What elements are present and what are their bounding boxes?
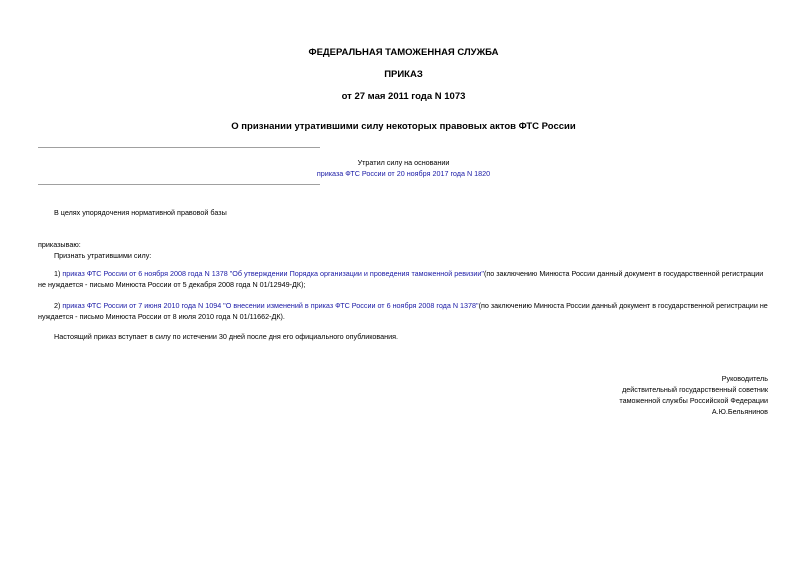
- item-2-number: 2): [54, 301, 61, 310]
- item-2: [38, 300, 770, 322]
- item-1-text: (по заключению Минюста России данный документ в государственной регистрации не нуждается - письмо Минюста России от 5 декабря 2008 года N 01/12949-ДК);: [38, 269, 764, 289]
- order-word: приказываю:: [38, 240, 81, 249]
- document-type: ПРИКАЗ: [384, 69, 423, 80]
- item-2-link[interactable]: приказ ФТС России от 7 июня 2010 года N 1094 "О внесении изменений в приказ ФТС России от 6 ноября 2008 года N 1378": [62, 301, 479, 310]
- signature-name: А.Ю.Бельянинов: [711, 407, 768, 416]
- signature-service: таможенной службы Российской Федерации: [619, 396, 768, 405]
- effective-clause: Настоящий приказ вступает в силу по истечении 30 дней после дня его официального опубликования.: [54, 332, 399, 341]
- declare-line: Признать утратившими силу:: [54, 251, 152, 260]
- agency-name: ФЕДЕРАЛЬНАЯ ТАМОЖЕННАЯ СЛУЖБА: [308, 47, 499, 58]
- status-note-text: Утратил силу на основании: [357, 158, 450, 167]
- item-1: [38, 268, 770, 290]
- status-rule-bottom: [38, 184, 320, 185]
- item-2-text: (по заключению Минюста России данный документ в государственной регистрации не нуждается - письмо Минюста России от 8 июля 2010 года N 01/11662-ДК).: [38, 301, 768, 321]
- signature-block: [619, 373, 768, 417]
- status-rule-top: [38, 147, 320, 148]
- item-1-link[interactable]: приказ ФТС России от 6 ноября 2008 года N 1378 "Об утверждении Порядка организации и проведения таможенной ревизии": [62, 269, 484, 278]
- signature-rank: действительный государственный советник: [622, 385, 768, 394]
- signature-position: Руководитель: [721, 374, 768, 383]
- document-title: О признании утратившими силу некоторых правовых актов ФТС России: [231, 121, 576, 132]
- preamble: В целях упорядочения нормативной правовой базы: [54, 208, 227, 217]
- repeal-order-link[interactable]: приказа ФТС России от 20 ноября 2017 года N 1820: [316, 169, 491, 178]
- status-note-line: [0, 169, 807, 178]
- item-1-number: 1): [54, 269, 61, 278]
- document-date-number: от 27 мая 2011 года N 1073: [341, 91, 466, 102]
